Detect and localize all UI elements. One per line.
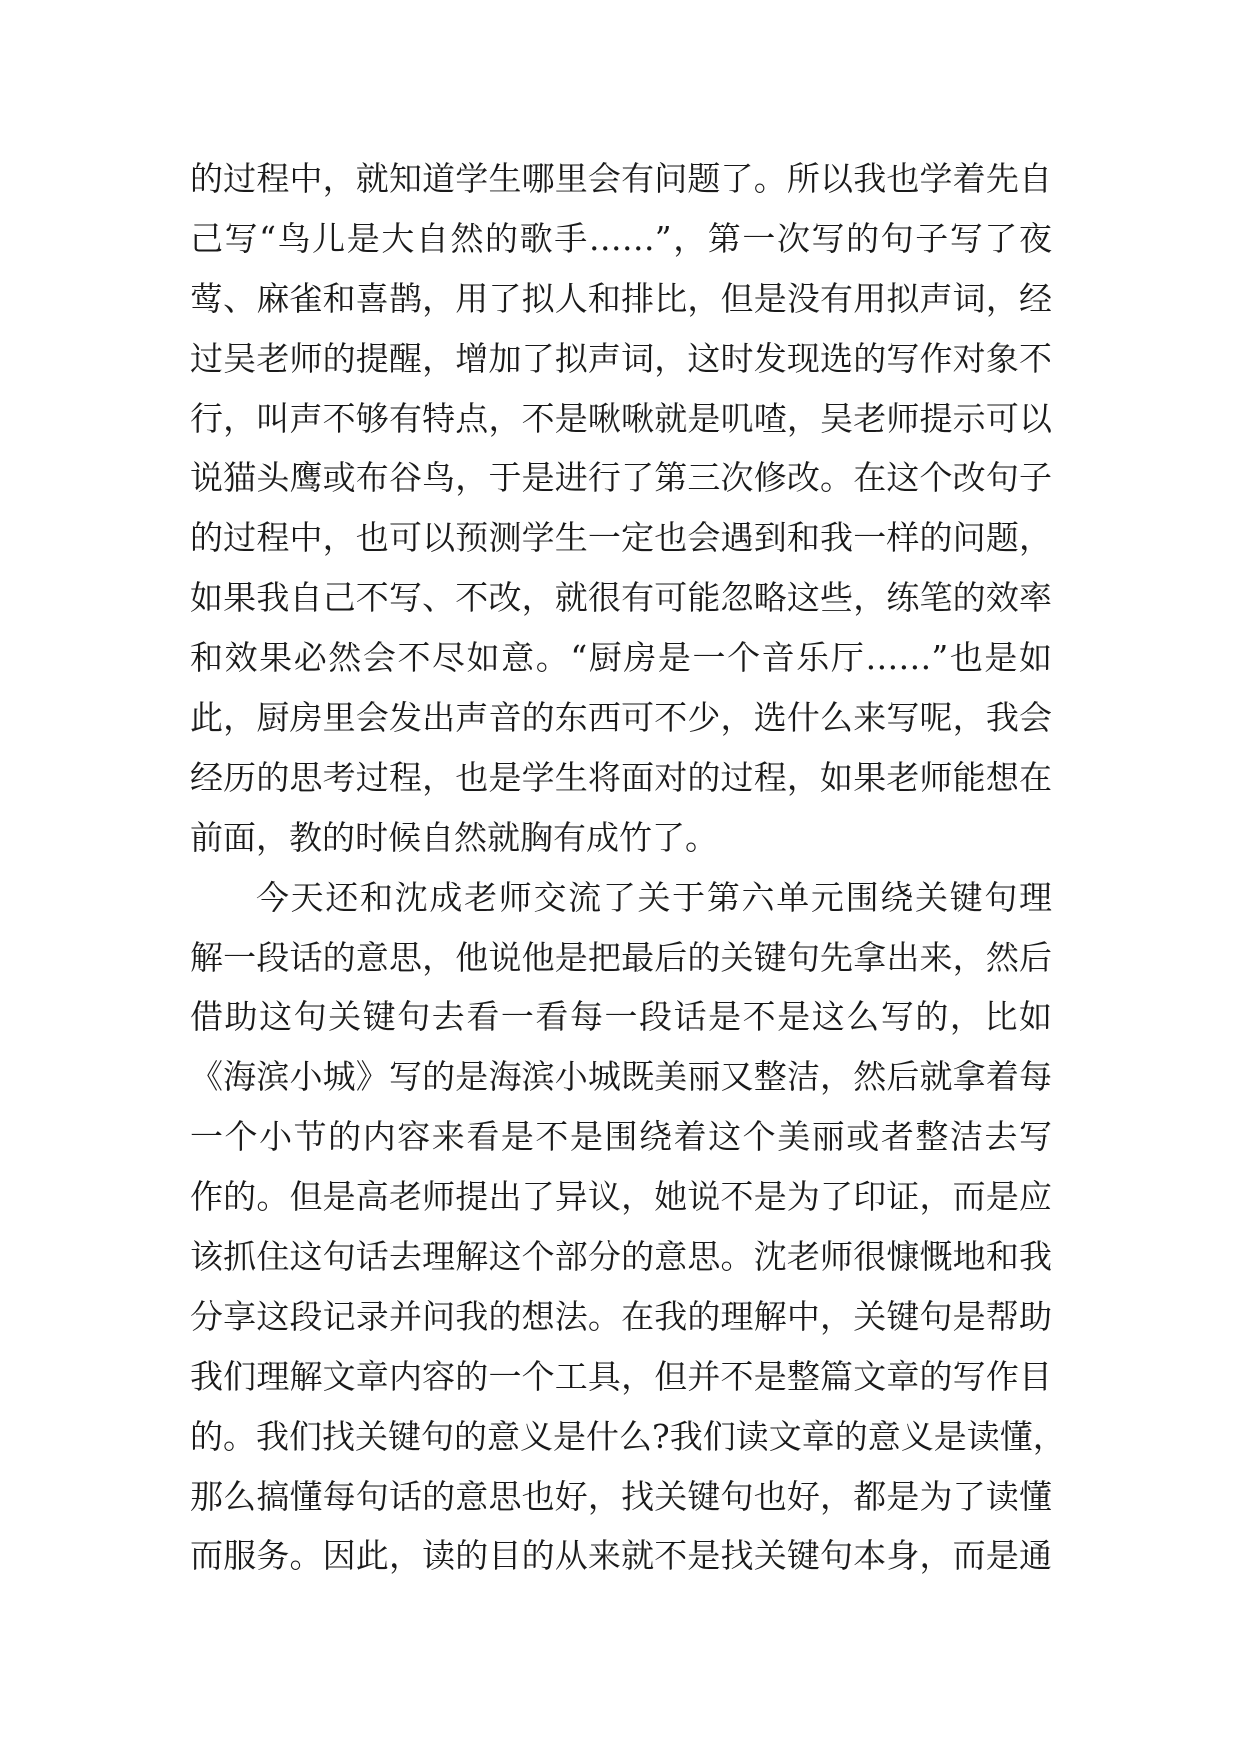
- text-line: 那么搞懂每句话的意思也好，找关键句也好，都是为了读懂: [190, 1476, 1052, 1516]
- text-line: 和效果必然会不尽如意。“厨房是一个音乐厅……”也是如: [190, 638, 1052, 678]
- text-line: 行，叫声不够有特点，不是啾啾就是叽喳，吴老师提示可以: [190, 398, 1052, 438]
- paragraph-last-line: 前面，教的时候自然就胸有成竹了。: [190, 817, 718, 857]
- text-line: 借助这句关键句去看一看每一段话是不是这么写的，比如: [190, 997, 1052, 1037]
- text-line: 该抓住这句话去理解这个部分的意思。沈老师很慷慨地和我: [190, 1237, 1052, 1277]
- text-line: 的过程中，就知道学生哪里会有问题了。所以我也学着先自: [190, 159, 1052, 198]
- text-line: 一个小节的内容来看是不是围绕着这个美丽或者整洁去写: [190, 1117, 1052, 1157]
- text-line: 经历的思考过程，也是学生将面对的过程，如果老师能想在: [190, 757, 1052, 797]
- text-line: 己写“鸟儿是大自然的歌手……”，第一次写的句子写了夜: [190, 218, 1052, 258]
- text-line: 的过程中，也可以预测学生一定也会遇到和我一样的问题，: [190, 518, 1052, 558]
- text-line: 作的。但是高老师提出了异议，她说不是为了印证，而是应: [190, 1177, 1052, 1217]
- text-line: 我们理解文章内容的一个工具，但并不是整篇文章的写作目: [190, 1356, 1052, 1396]
- body-text: [190, 149, 1066, 1586]
- paragraph-first-line: 今天还和沈成老师交流了关于第六单元围绕关键句理: [256, 877, 1052, 917]
- text-line: 分享这段记录并问我的想法。在我的理解中，关键句是帮助: [190, 1296, 1052, 1336]
- text-line: 解一段话的意思，他说他是把最后的关键句先拿出来，然后: [190, 937, 1052, 977]
- text-line: 《海滨小城》写的是海滨小城既美丽又整洁，然后就拿着每: [190, 1057, 1052, 1097]
- text-line: 此，厨房里会发出声音的东西可不少，选什么来写呢，我会: [190, 698, 1052, 738]
- text-line: 莺、麻雀和喜鹊，用了拟人和排比，但是没有用拟声词，经: [190, 278, 1052, 318]
- text-line: 说猫头鹰或布谷鸟，于是进行了第三次修改。在这个改句子: [190, 458, 1052, 498]
- text-line: 过吴老师的提醒，增加了拟声词，这时发现选的写作对象不: [190, 338, 1052, 378]
- text-line: 而服务。因此，读的目的从来就不是找关键句本身，而是通: [190, 1536, 1052, 1576]
- text-line: 如果我自己不写、不改，就很有可能忽略这些，练笔的效率: [190, 578, 1052, 618]
- text-line: 的。我们找关键句的意义是什么?我们读文章的意义是读懂，: [190, 1416, 1066, 1456]
